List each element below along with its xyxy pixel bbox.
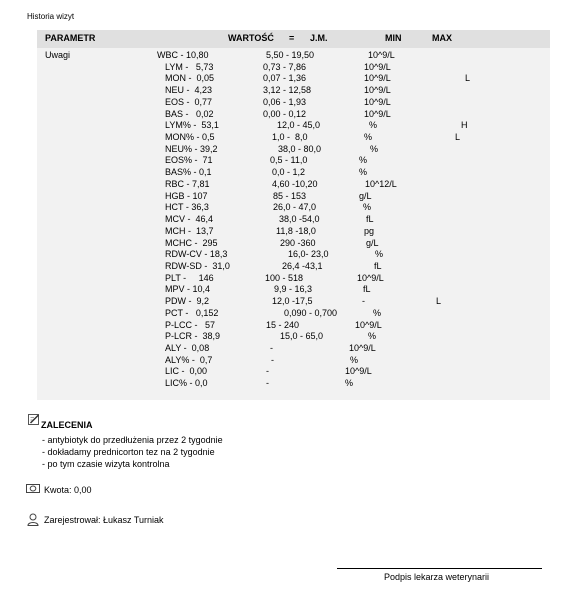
result-range: - <box>266 378 269 389</box>
result-range: 3,12 - 12,58 <box>263 85 312 96</box>
header-unit: J.M. <box>310 33 328 43</box>
result-name: BAS - 0,02 <box>165 108 214 119</box>
result-unit: 10^9/L <box>355 319 382 330</box>
result-range: - <box>271 354 274 365</box>
result-name: HCT - 36,3 <box>165 202 209 213</box>
result-name: RDW-CV - 18,3 <box>165 249 228 260</box>
result-name: MCH - 13,7 <box>165 225 214 236</box>
result-flag: L <box>436 296 442 307</box>
result-range: 0,0 - 1,2 <box>272 167 306 178</box>
recommendation-item: - po tym czasie wizyta kontrolna <box>42 459 170 469</box>
result-name: NEU% - 39,2 <box>165 143 218 154</box>
result-range: 12,0 -17,5 <box>272 296 313 307</box>
result-unit: 10^9/L <box>364 85 391 96</box>
registered-by-text: Zarejestrował: Łukasz Turniak <box>44 515 164 525</box>
result-range: - <box>270 343 273 353</box>
result-name: RBC - 7,81 <box>165 178 210 189</box>
result-unit: g/L <box>359 190 372 201</box>
result-range: 4,60 -10,20 <box>272 178 318 189</box>
recommendation-item: - antybiotyk do przedłużenia przez 2 tygodnie <box>42 435 223 445</box>
header-value: WARTOŚĆ <box>228 33 274 43</box>
result-range: - <box>266 366 269 377</box>
result-name: P-LCC - 57 <box>165 319 216 330</box>
result-range: 0,090 - 0,700 <box>284 307 338 318</box>
result-unit: 10^9/L <box>364 96 391 107</box>
result-name: LYM - 5,73 <box>165 61 214 72</box>
result-range: 0,73 - 7,86 <box>263 61 307 72</box>
results-table <box>37 30 550 400</box>
result-unit: % <box>368 331 377 342</box>
result-range: 15 - 240 <box>266 319 300 330</box>
result-range: 85 - 153 <box>273 190 307 201</box>
result-unit: % <box>363 202 372 213</box>
result-name: PDW - 9,2 <box>165 296 210 307</box>
recommendation-item: - dokładamy prednicorton tez na 2 tygodnie <box>42 447 215 457</box>
result-name: LYM% - 53,1 <box>165 120 219 131</box>
result-range: 1,0 - 8,0 <box>272 132 308 143</box>
header-min: MIN <box>385 33 402 43</box>
result-range: 9,9 - 16,3 <box>274 284 313 295</box>
result-name: NEU - 4,23 <box>165 85 213 96</box>
user-icon <box>27 513 39 526</box>
result-unit: % <box>375 249 384 260</box>
result-name: LIC - 0,00 <box>165 366 208 377</box>
result-unit: g/L <box>366 237 379 248</box>
result-range: 38,0 -54,0 <box>279 214 320 225</box>
result-range: 16,0- 23,0 <box>288 249 329 260</box>
recommendations-title: ZALECENIA <box>41 420 93 430</box>
result-unit: 10^9/L <box>345 366 372 377</box>
result-name: MCV - 46,4 <box>165 214 214 225</box>
result-name: MON% - 0,5 <box>165 132 215 143</box>
result-unit: % <box>373 307 382 318</box>
result-flag: L <box>455 132 461 143</box>
result-unit: - <box>362 296 365 307</box>
result-unit: % <box>359 167 368 178</box>
result-name: MPV - 10,4 <box>165 284 211 295</box>
result-name: BAS% - 0,1 <box>165 167 212 178</box>
result-name: RDW-SD - 31,0 <box>165 260 230 271</box>
result-name: PLT - 146 <box>165 272 214 283</box>
result-range: 290 -360 <box>280 237 316 248</box>
result-range: 0,5 - 11,0 <box>270 155 308 166</box>
result-unit: fL <box>374 260 382 271</box>
result-range: 26,4 -43,1 <box>282 260 323 271</box>
result-name: LIC% - 0,0 <box>165 378 208 389</box>
money-icon <box>26 484 40 493</box>
result-range: 38,0 - 80,0 <box>278 143 322 154</box>
result-unit: fL <box>363 284 371 295</box>
result-range: 0,07 - 1,36 <box>263 73 307 84</box>
result-unit: % <box>364 132 373 143</box>
signature-line <box>337 568 542 569</box>
table-header <box>37 30 550 48</box>
result-range: 12,0 - 45,0 <box>277 120 321 131</box>
result-range: 0,00 - 0,12 <box>263 108 307 119</box>
result-flag: L <box>465 73 471 84</box>
result-unit: % <box>369 120 378 131</box>
result-range: 0,06 - 1,93 <box>263 96 307 107</box>
result-name: PCT - 0,152 <box>165 307 219 318</box>
result-name: HGB - 107 <box>165 190 208 201</box>
row-label-uwagi: Uwagi <box>45 50 71 60</box>
result-range: 100 - 518 <box>265 272 304 283</box>
result-unit: 10^9/L <box>349 343 376 353</box>
result-name: MCHC - 295 <box>165 237 218 248</box>
pencil-note-icon <box>28 414 40 426</box>
result-name: P-LCR - 38,9 <box>165 331 221 342</box>
result-unit: % <box>350 354 359 365</box>
result-unit: 10^9/L <box>364 61 391 72</box>
result-name: EOS% - 71 <box>165 155 213 166</box>
signature-label: Podpis lekarza weterynarii <box>384 572 490 582</box>
result-name: ALY - 0,08 <box>165 343 210 353</box>
result-unit: 10^9/L <box>357 272 384 283</box>
result-unit: % <box>345 378 354 389</box>
result-range: 26,0 - 47,0 <box>273 202 317 213</box>
result-name: WBC - 10,80 <box>157 50 209 60</box>
result-name: MON - 0,05 <box>165 73 215 84</box>
result-range: 11,8 -18,0 <box>276 225 316 236</box>
result-unit: fL <box>366 214 374 225</box>
amount-text: Kwota: 0,00 <box>44 485 92 495</box>
result-flag: H <box>461 120 468 131</box>
result-unit: 10^9/L <box>368 50 395 60</box>
result-unit: 10^9/L <box>364 73 391 84</box>
result-name: EOS - 0,77 <box>165 96 213 107</box>
result-range: 15,0 - 65,0 <box>280 331 324 342</box>
result-name: ALY% - 0,7 <box>165 354 213 365</box>
header-eq: = <box>289 33 295 43</box>
result-unit: 10^12/L <box>365 178 397 189</box>
header-max: MAX <box>432 33 452 43</box>
result-range: 5,50 - 19,50 <box>266 50 315 60</box>
result-unit: pg <box>364 225 375 236</box>
result-unit: % <box>370 143 379 154</box>
page-title: Historia wizyt <box>27 12 75 21</box>
header-param: PARAMETR <box>45 33 96 43</box>
result-unit: % <box>359 155 368 166</box>
result-unit: 10^9/L <box>364 108 391 119</box>
